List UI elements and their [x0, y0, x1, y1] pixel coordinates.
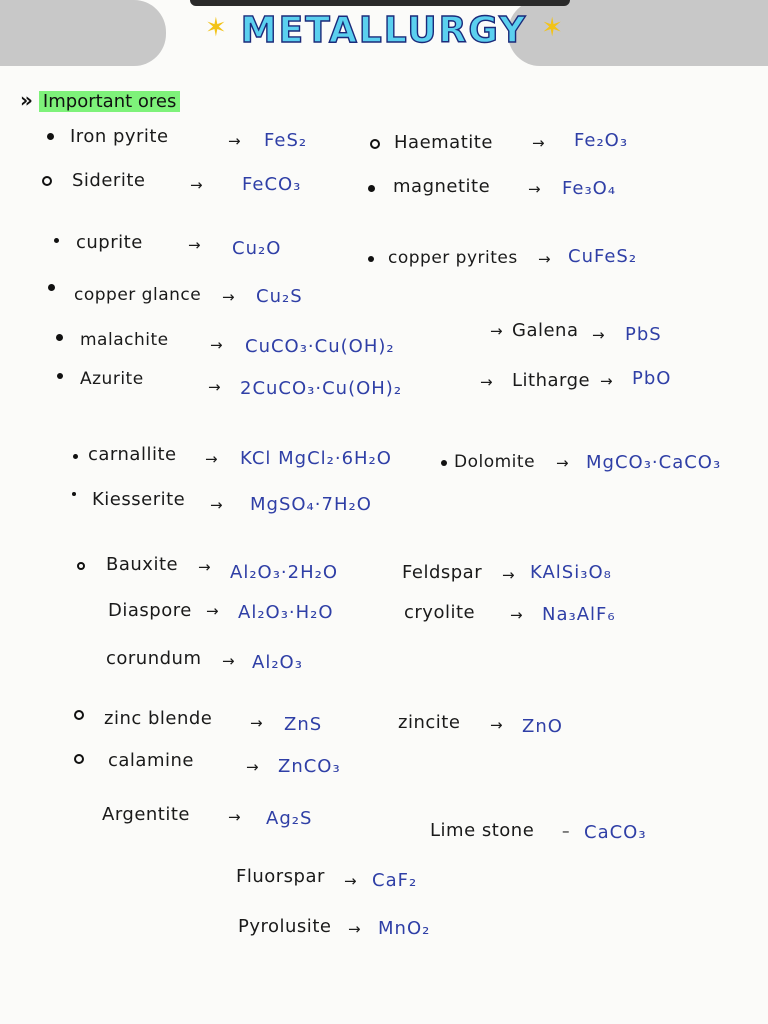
ore-formula: PbS [625, 324, 662, 345]
title-area [0, 10, 768, 51]
ore-formula: MgSO₄·7H₂O [250, 494, 372, 515]
ore-formula: KCl MgCl₂·6H₂O [240, 448, 392, 469]
arrow-icon: → [556, 454, 569, 472]
ore-name: Diaspore [108, 600, 192, 621]
arrow-icon: → [532, 134, 545, 152]
ore-formula: Cu₂O [232, 238, 282, 259]
ore-name: copper pyrites [388, 248, 518, 268]
bullet-icon [368, 185, 375, 192]
ore-name: cuprite [76, 232, 143, 253]
ore-formula: Cu₂S [256, 286, 303, 307]
arrow-icon: → [480, 373, 493, 391]
arrow-icon: → [538, 250, 551, 268]
arrow-icon: → [344, 872, 357, 890]
ore-name: Iron pyrite [70, 126, 169, 147]
ore-formula: Al₂O₃ [252, 652, 303, 673]
page-title: METALLURGY [240, 10, 528, 51]
heading-highlight: Important ores [39, 91, 180, 112]
bullet-icon [73, 454, 78, 459]
arrow-icon: → [222, 288, 235, 306]
ore-name: Fluorspar [236, 866, 325, 887]
ore-formula: Na₃AlF₆ [542, 604, 616, 625]
bullet-icon [57, 373, 63, 379]
arrow-icon: → [228, 132, 241, 150]
bullet-icon [56, 334, 63, 341]
arrow-icon: → [208, 378, 221, 396]
ore-name: zincite [398, 712, 461, 733]
bullet-icon [368, 256, 374, 262]
ore-formula: ZnCO₃ [278, 756, 341, 777]
bullet-icon [54, 238, 59, 243]
arrow-icon: → [190, 176, 203, 194]
ore-name: Kiesserite [92, 489, 186, 510]
star-icon: ✶ [541, 13, 563, 43]
ore-formula: 2CuCO₃·Cu(OH)₂ [240, 378, 403, 399]
ore-name: Feldspar [402, 562, 483, 583]
arrow-icon: → [206, 602, 219, 620]
arrow-icon: → [528, 180, 541, 198]
ore-formula: Al₂O₃·2H₂O [230, 562, 339, 583]
ore-name: Litharge [512, 370, 591, 391]
ore-name: cryolite [404, 602, 476, 623]
ore-formula: KAlSi₃O₈ [530, 562, 612, 583]
ore-formula: Fe₃O₄ [562, 178, 617, 199]
bullet-ring-icon [77, 562, 85, 570]
bullet-ring-icon [42, 176, 52, 186]
bullet-icon [72, 492, 76, 496]
ore-name: malachite [80, 330, 169, 350]
arrow-icon: → [222, 652, 235, 670]
ore-name: calamine [108, 750, 194, 771]
arrow-icon: → [250, 714, 263, 732]
dash-icon: – [562, 822, 570, 840]
bullet-icon [48, 284, 55, 291]
ore-name: Galena [512, 320, 579, 341]
bullet-ring-icon [370, 139, 380, 149]
ore-formula: CuFeS₂ [568, 246, 638, 267]
arrow-icon: → [210, 496, 223, 514]
ore-formula: MgCO₃·CaCO₃ [586, 452, 722, 473]
arrow-icon: → [348, 920, 361, 938]
ore-name: Dolomite [454, 452, 536, 472]
ore-formula: FeS₂ [264, 130, 308, 151]
star-icon: ✶ [204, 13, 227, 43]
arrow-icon: → [502, 566, 515, 584]
ore-name: Azurite [80, 369, 144, 389]
arrow-icon: → [510, 606, 523, 624]
ore-formula: ZnO [522, 716, 563, 737]
double-chevron-icon: » [20, 88, 33, 112]
arrow-icon: → [198, 558, 211, 576]
arrow-icon: → [205, 450, 218, 468]
arrow-icon: → [188, 236, 201, 254]
ore-formula: Al₂O₃·H₂O [238, 602, 334, 623]
arrow-icon: → [246, 758, 259, 776]
ore-name: Lime stone [430, 820, 535, 841]
top-edge-bar [190, 0, 570, 6]
ore-name: Siderite [72, 170, 146, 191]
ore-formula: Ag₂S [266, 808, 313, 829]
bullet-ring-icon [74, 710, 84, 720]
ore-name: Argentite [102, 804, 190, 825]
ore-formula: FeCO₃ [242, 174, 302, 195]
arrow-icon: → [600, 372, 613, 390]
ore-name: carnallite [88, 444, 177, 465]
ore-formula: CuCO₃·Cu(OH)₂ [245, 336, 395, 357]
arrow-icon: → [210, 336, 223, 354]
ore-name: corundum [106, 648, 202, 669]
arrow-icon: → [228, 808, 241, 826]
arrow-icon: → [490, 322, 503, 340]
ore-name: zinc blende [104, 708, 213, 729]
section-heading [20, 88, 180, 112]
bullet-icon [47, 133, 54, 140]
ore-name: Pyrolusite [238, 916, 332, 937]
arrow-icon: → [490, 716, 503, 734]
ore-formula: Fe₂O₃ [574, 130, 629, 151]
ore-formula: CaF₂ [372, 870, 418, 891]
ore-formula: PbO [632, 368, 672, 389]
bullet-icon [441, 460, 447, 466]
ore-name: magnetite [393, 176, 491, 197]
ore-formula: ZnS [284, 714, 323, 735]
ore-formula: CaCO₃ [584, 822, 647, 843]
ore-formula: MnO₂ [378, 918, 431, 939]
arrow-icon: → [592, 326, 605, 344]
bullet-ring-icon [74, 754, 84, 764]
ore-name: copper glance [74, 285, 202, 305]
ore-name: Haematite [394, 132, 493, 153]
ore-name: Bauxite [106, 554, 179, 575]
